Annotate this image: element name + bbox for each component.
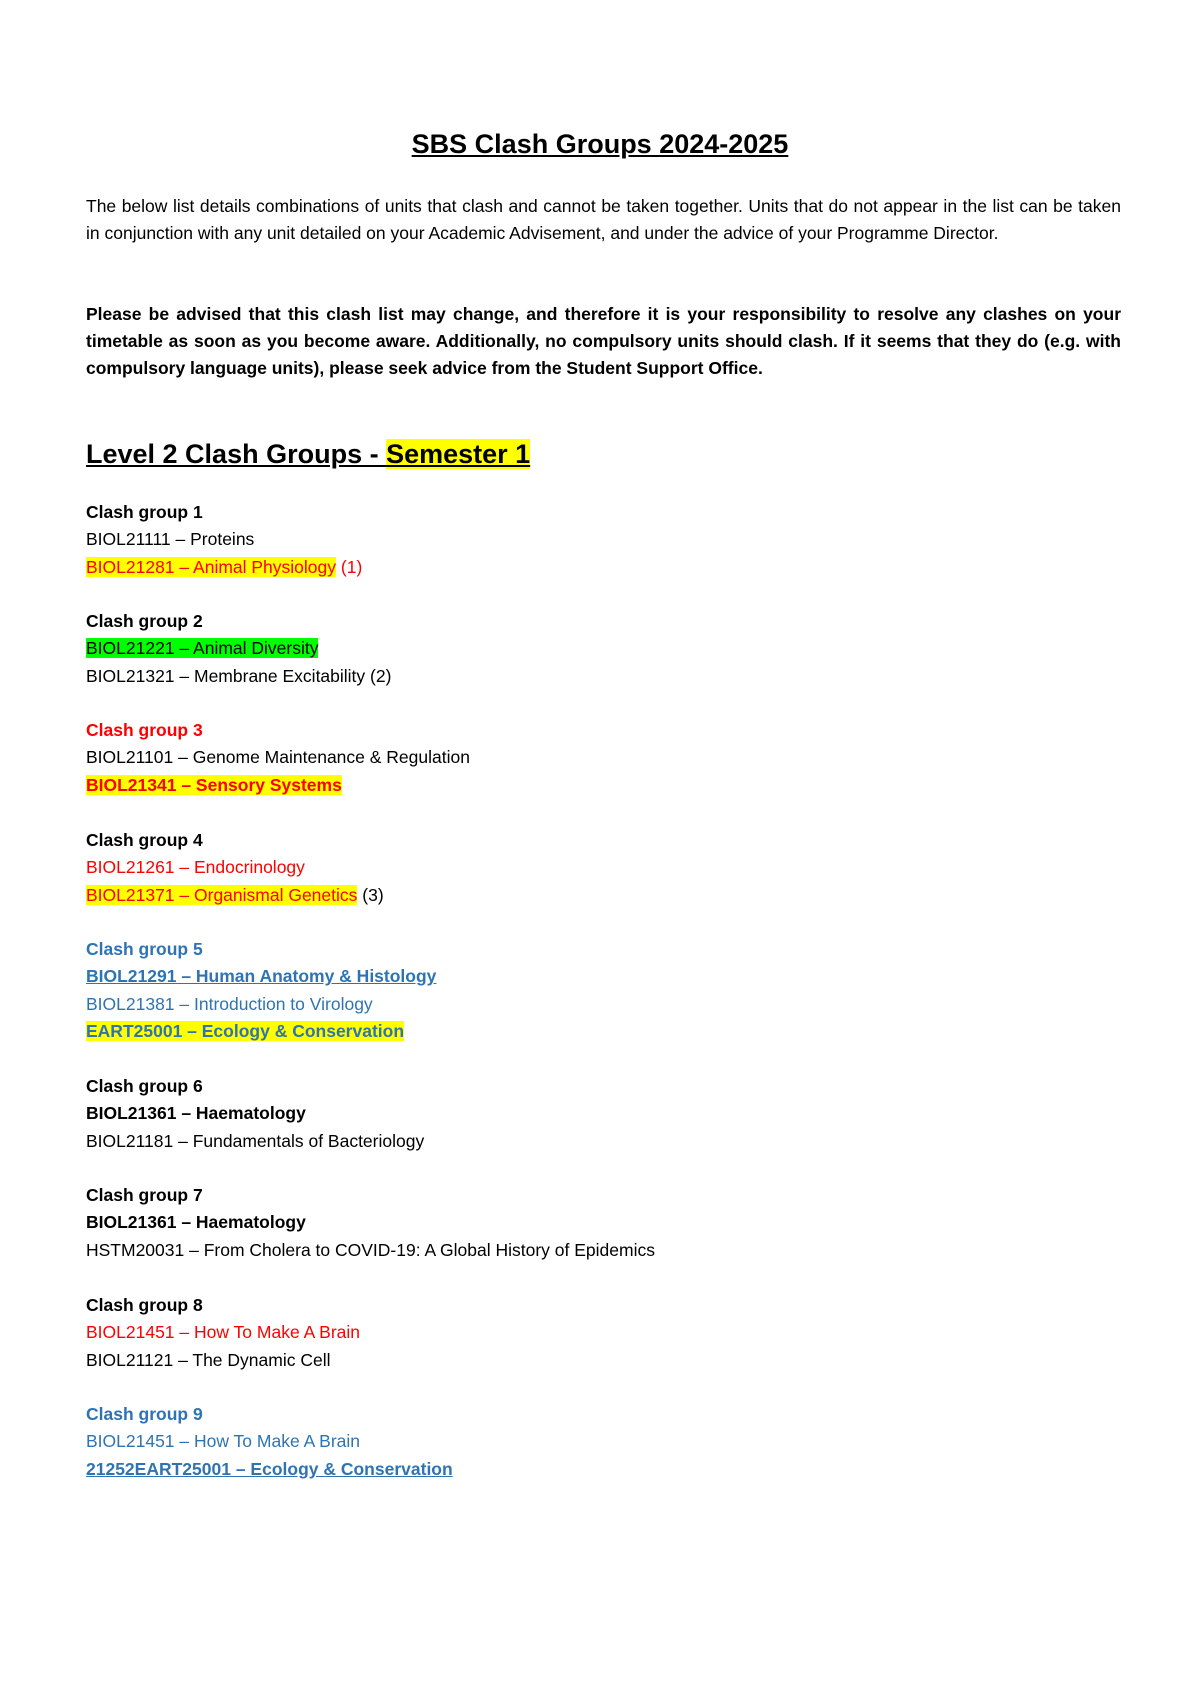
semester-highlight: Semester 1 [386,439,531,469]
unit-item: BIOL21321 – Membrane Excitability (2) [86,665,392,686]
clash-group-heading: Clash group 3 [86,720,203,740]
clash-group-2 [86,608,391,690]
unit-item: BIOL21101 – Genome Maintenance & Regulation [86,747,470,768]
unit-text: BIOL21341 – Sensory Systems [86,774,342,795]
clash-group-1 [86,499,362,581]
clash-group-heading: Clash group 8 [86,1295,203,1315]
unit-item: BIOL21451 – How To Make A Brain [86,1322,361,1343]
clash-group-heading: Clash group 4 [86,830,203,850]
unit-item: BIOL21381 – Introduction to Virology [86,993,373,1014]
clash-group-3 [86,717,470,799]
unit-item: HSTM20031 – From Cholera to COVID-19: A Global History of Epidemics [86,1239,655,1260]
level-heading-prefix: Level 2 Clash Groups - [86,439,387,469]
unit-item: 21252EART25001 – Ecology & Conservation [86,1458,453,1479]
unit-item: BIOL21121 – The Dynamic Cell [86,1349,331,1370]
level-heading [86,436,530,472]
unit-note: (1) [336,556,363,577]
clash-group-heading: Clash group 5 [86,939,203,959]
unit-text: BIOL21221 – Animal Diversity [86,638,319,659]
clash-group-heading: Clash group 2 [86,611,203,631]
clash-group-heading: Clash group 9 [86,1404,203,1424]
clash-group-8 [86,1292,360,1374]
unit-note: (3) [357,884,384,905]
unit-item: BIOL21181 – Fundamentals of Bacteriology [86,1130,425,1151]
unit-item [86,635,391,662]
warning-paragraph: Please be advised that this clash list may change, and therefore it is your responsibility to resolve any clashes on your timetable as soon as you become aware. Additionally, no compulsory units should clash. If it seems that they do (e.g. with compulsory language units), please seek advice from the Student Support Office. [86,304,1121,378]
unit-text: BIOL21371 – Organismal Genetics [86,884,358,905]
unit-item: BIOL21361 – Haematology [86,1103,306,1124]
unit-text: BIOL21281 – Animal Physiology [86,556,337,577]
unit-item: BIOL21111 – Proteins [86,529,255,550]
unit-item [86,554,362,581]
clash-group-heading: Clash group 1 [86,502,203,522]
document-title: SBS Clash Groups 2024-2025 [411,129,789,159]
clash-group-6 [86,1073,424,1155]
clash-group-heading: Clash group 6 [86,1076,203,1096]
unit-item: BIOL21291 – Human Anatomy & Histology [86,966,437,987]
unit-item: BIOL21361 – Haematology [86,1212,306,1233]
unit-text: EART25001 – Ecology & Conservation [86,1021,405,1042]
clash-group-heading: Clash group 7 [86,1185,203,1205]
unit-item [86,772,470,799]
unit-item: BIOL21261 – Endocrinology [86,857,305,878]
clash-group-5 [86,936,436,1046]
unit-item: BIOL21451 – How To Make A Brain [86,1431,361,1452]
clash-group-9 [86,1401,453,1483]
unit-item [86,1018,436,1045]
clash-group-4 [86,827,384,909]
unit-item [86,882,384,909]
intro-paragraph: The below list details combinations of units that clash and cannot be taken together. Units that do not appear in the list can be taken in conjunction with any unit detailed on your Academic Advisement, and under the advice of your Programme Director. [86,196,1121,243]
clash-group-7 [86,1182,655,1264]
